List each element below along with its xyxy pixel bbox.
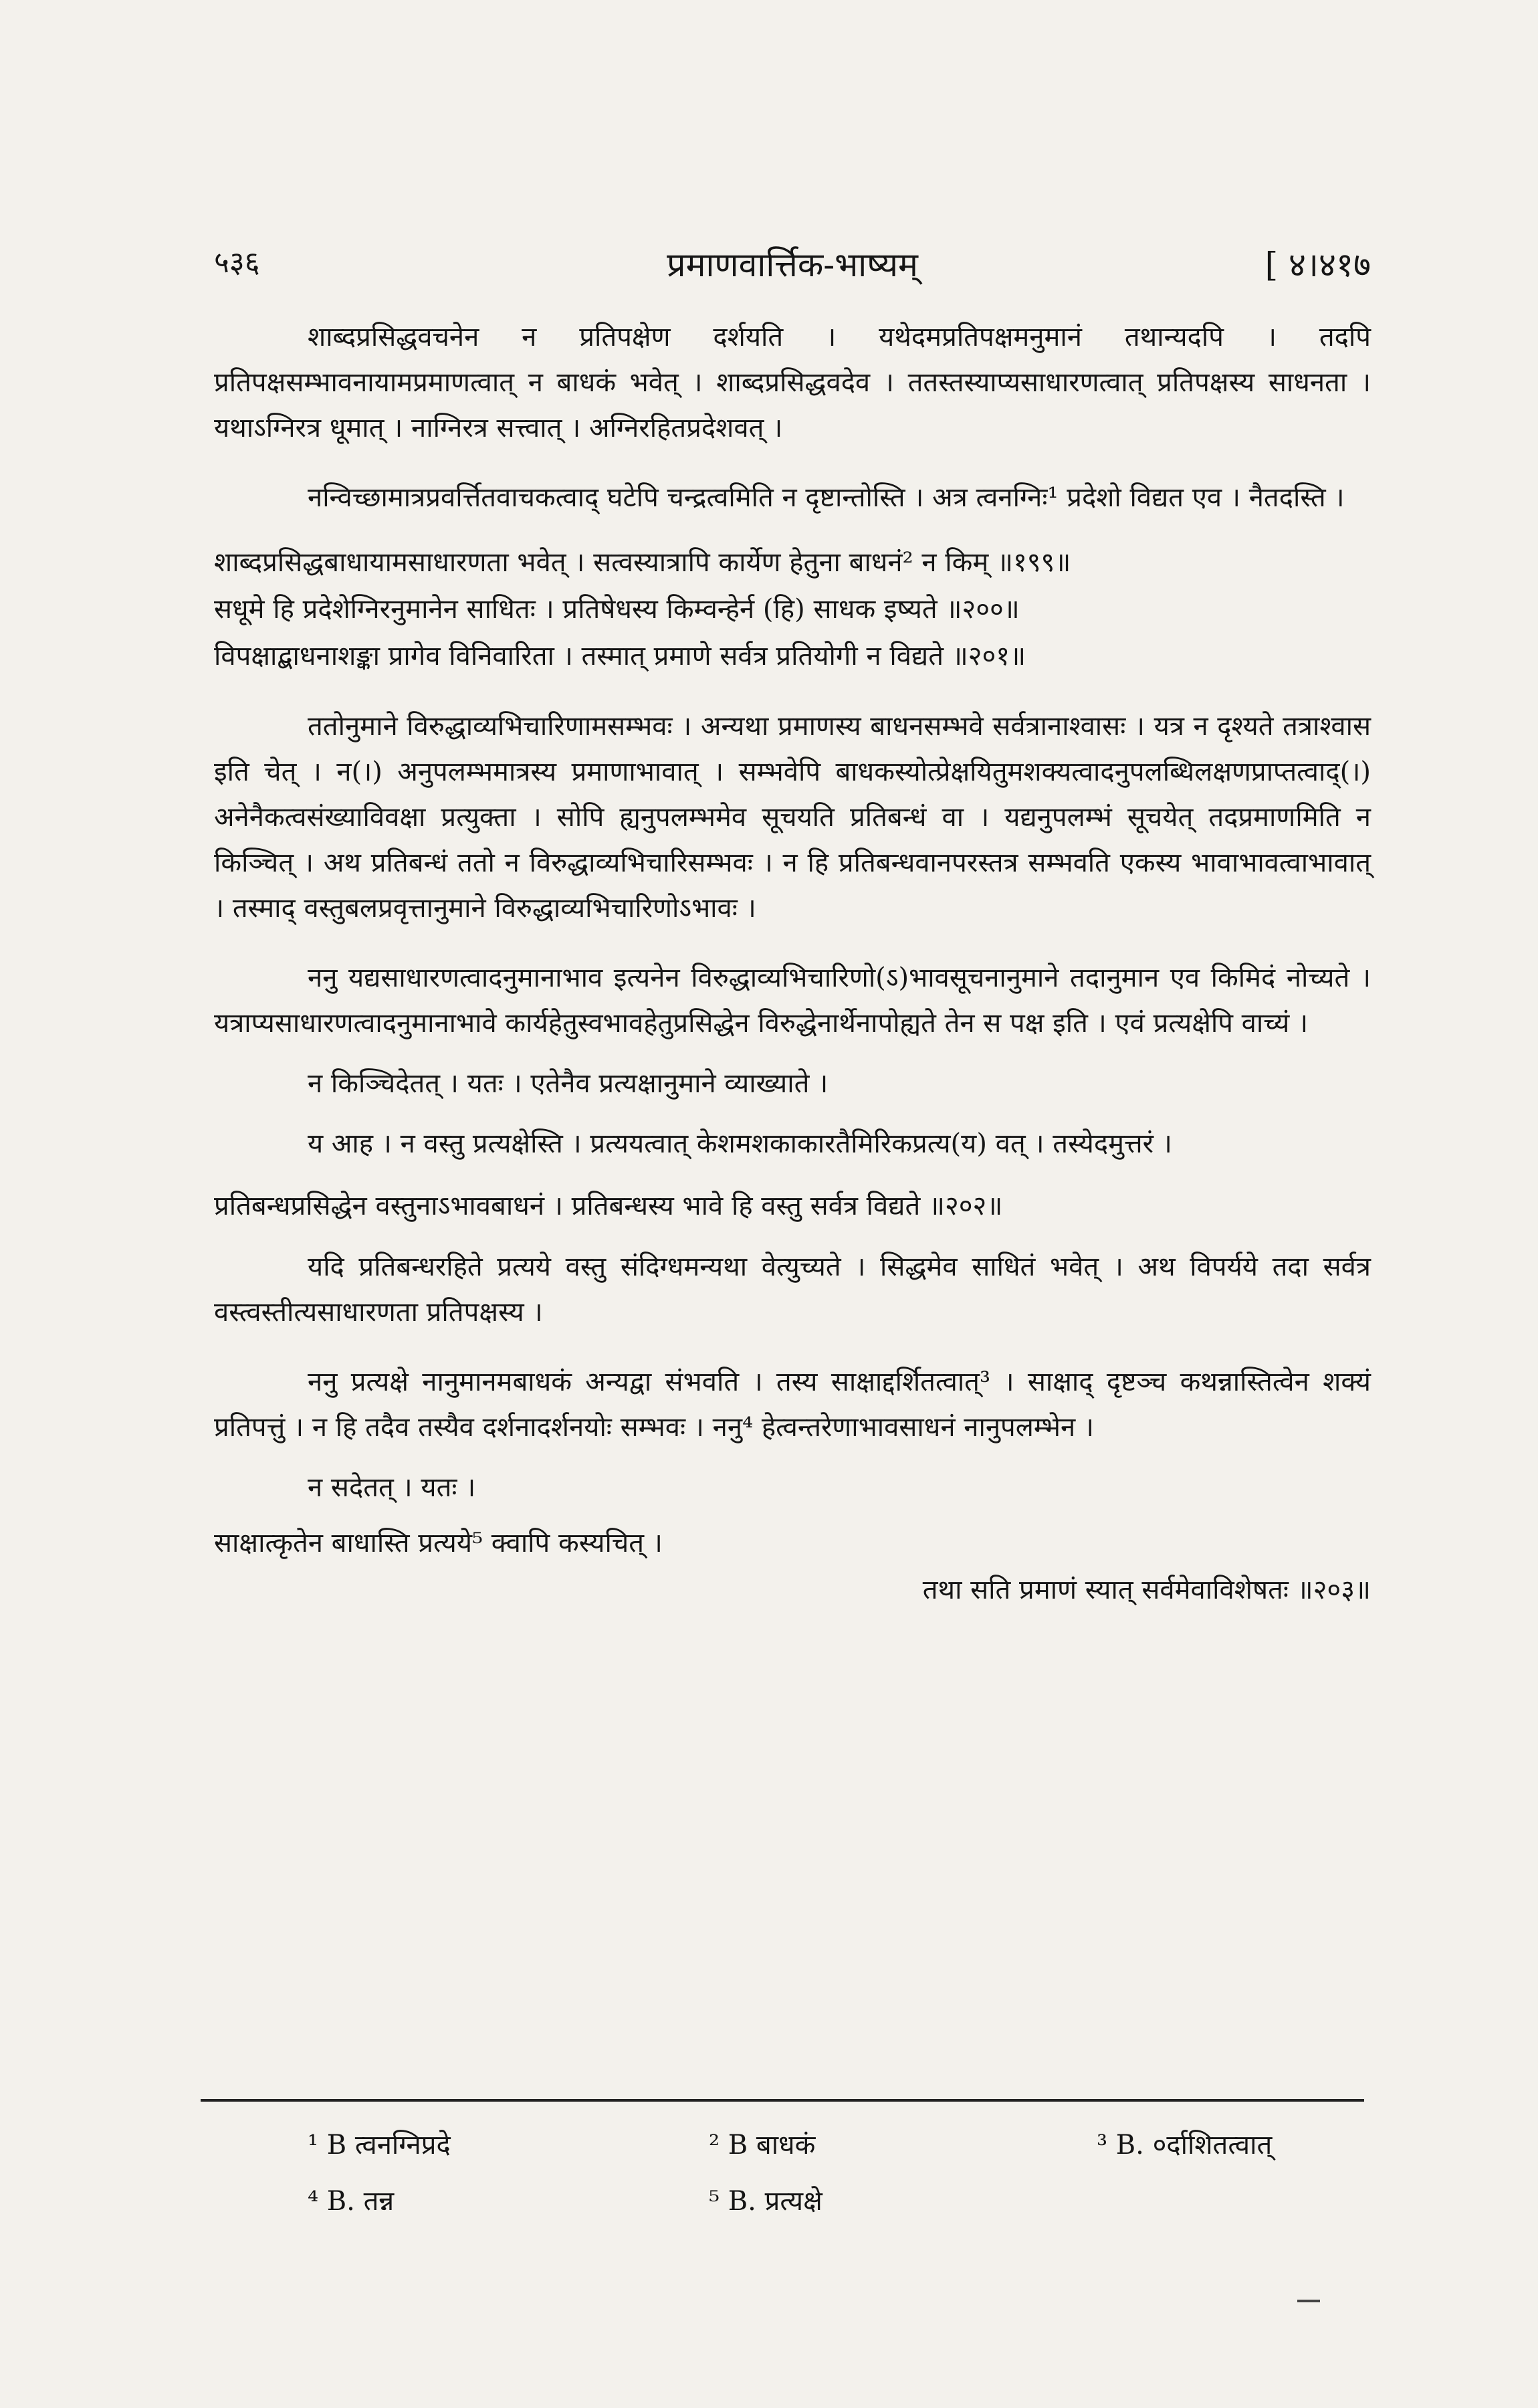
footnotes: [308, 2117, 1378, 2229]
footnote-2: ² B बाधकं: [709, 2130, 816, 2161]
footnote-4: ⁴ B. तन्न: [308, 2186, 395, 2217]
verse-line: विपक्षाद्बाधनाशङ्का प्रागेव विनिवारिता । तस्मात् प्रमाणे सर्वत्र प्रतियोगी न विद्यते ॥२०१॥: [214, 641, 1026, 672]
paragraph: न किञ्चिदेतत् । यतः । एतेनैव प्रत्यक्षानुमाने व्याख्याते ।: [308, 1068, 829, 1099]
paragraph: ननु प्रत्यक्षे नानुमानमबाधकं अन्यद्वा संभवति । तस्य साक्षाद्दर्शितत्वात्³ । साक्षाद् दृष्टञ्च कथन्नास्तित्वेन शक्यं प्रतिपत्तुं । न हि तदैव तस्यैव दर्शनादर्शनयोः सम्भवः । ननु⁴ हेत्वन्तरेणाभावसाधनं नानुपलम्भेन ।: [214, 1367, 1371, 1443]
footnote-5: ⁵ B. प्रत्यक्षे: [709, 2186, 822, 2217]
paragraph: ननु यद्यसाधारणत्वादनुमानाभाव इत्यनेन विरुद्धाव्यभिचारिणो(ऽ)भावसूचनानुमाने तदानुमान एव किमिदं नोच्यते । यत्राप्यसाधारणत्वादनुमानाभावे कार्यहेतुस्वभावहेतुप्रसिद्धेन विरुद्धेनार्थेनापोह्यते तेन स पक्ष इति । एवं प्रत्यक्षेपि वाच्यं ।: [214, 963, 1371, 1039]
verse-block-199-201: [214, 539, 1371, 680]
paragraph: न सदेतत् । यतः ।: [308, 1472, 476, 1503]
paragraph: शाब्दप्रसिद्धवचनेन न प्रतिपक्षेण दर्शयति । यथेदमप्रतिपक्षमनुमानं तथान्यदपि । तदपि प्रतिपक्षसम्भावनायामप्रमाणत्वात् न बाधकं भवेत् । शाब्दप्रसिद्धवदेव । ततस्तस्याप्यसाधारणत्वात् प्रतिपक्षस्य साधनता । यथाऽग्निरत्र धूमात् । नाग्निरत्र सत्त्वात् । अग्निरहितप्रदेशवत् ।: [214, 322, 1371, 443]
verse-block-203: [214, 1520, 1371, 1613]
main-text: [214, 314, 1371, 1613]
paragraph: य आह । न वस्तु प्रत्यक्षेस्ति । प्रत्ययत्वात् केशमशकाकारतैमिरिकप्रत्य(य) वत् । तस्येदमुत्तरं ।: [308, 1128, 1172, 1159]
page-number: ५३६: [214, 245, 260, 280]
page-header: [214, 241, 1371, 301]
verse-line: तथा सति प्रमाणं स्यात् सर्वमेवाविशेषतः ॥२०३॥: [922, 1575, 1371, 1605]
print-speck: [1297, 2300, 1320, 2302]
footnote-row: [308, 2117, 1378, 2173]
verse-line: साक्षात्कृतेन बाधास्ति प्रत्यये⁵ क्वापि कस्यचित् ।: [214, 1528, 663, 1559]
footnote-3: ³ B. ०र्दाशितत्वात्: [1097, 2130, 1273, 2161]
verse-202: प्रतिबन्धप्रसिद्धेन वस्तुनाऽभावबाधनं । प्रतिबन्धस्य भावे हि वस्तु सर्वत्र विद्यते ॥२०२॥: [214, 1191, 1003, 1221]
paragraph: नन्विच्छामात्रप्रवर्त्तितवाचकत्वाद् घटेपि चन्द्रत्वमिति न दृष्टान्तोस्ति । अत्र त्वनग्निः¹ प्रदेशो विद्यत एव । नैतदस्ति ।: [308, 482, 1345, 513]
verse-line: शाब्दप्रसिद्धबाधायामसाधारणता भवेत् । सत्वस्यात्रापि कार्येण हेतुना बाधनं² न किम् ॥१९९॥: [214, 547, 1071, 578]
verse-line: सधूमे हि प्रदेशेग्निरनुमानेन साधितः । प्रतिषेधस्य किम्वन्हेर्न (हि) साधक इष्यते ॥२००॥: [214, 594, 1020, 625]
paragraph: ततोनुमाने विरुद्धाव्यभिचारिणामसम्भवः । अन्यथा प्रमाणस्य बाधनसम्भवे सर्वत्रानाश्वासः । यत्र न दृश्यते तत्राश्वास इति चेत् । न(।) अनुपलम्भमात्रस्य प्रमाणाभावात् । सम्भवेपि बाधकस्योत्प्रेक्षयितुमशक्यत्वादनुपलब्धिलक्षणप्राप्तत्वाद्(।) अनेनैकत्वसंख्याविवक्षा प्रत्युक्ता । सोपि ह्यनुपलम्भमेव सूचयति प्रतिबन्धं वा । यद्यनुपलम्भं सूचयेत् तदप्रमाणमिति न किञ्चित् । अथ प्रतिबन्धं ततो न विरुद्धाव्यभिचारिसम्भवः । न हि प्रतिबन्धवानपरस्तत्र सम्भवति एकस्य भावाभावत्वाभावात् । तस्माद् वस्तुबलप्रवृत्तानुमाने विरुद्धाव्यभिचारिणोऽभावः ।: [214, 711, 1371, 924]
footnote-1: ¹ B त्वनग्निप्रदे: [308, 2130, 451, 2161]
footnote-divider: [201, 2099, 1364, 2102]
section-reference: [ ४।४१७: [1265, 245, 1371, 284]
footnote-row: [308, 2173, 1378, 2229]
running-title: प्रमाणवार्त्तिक-भाष्यम्: [667, 245, 918, 284]
paragraph: यदि प्रतिबन्धरहिते प्रत्यये वस्तु संदिग्धमन्यथा वेत्युच्यते । सिद्धमेव साधितं भवेत् । अथ विपर्यये तदा सर्वत्र वस्त्वस्तीत्यसाधारणता प्रतिपक्षस्य ।: [214, 1251, 1371, 1328]
